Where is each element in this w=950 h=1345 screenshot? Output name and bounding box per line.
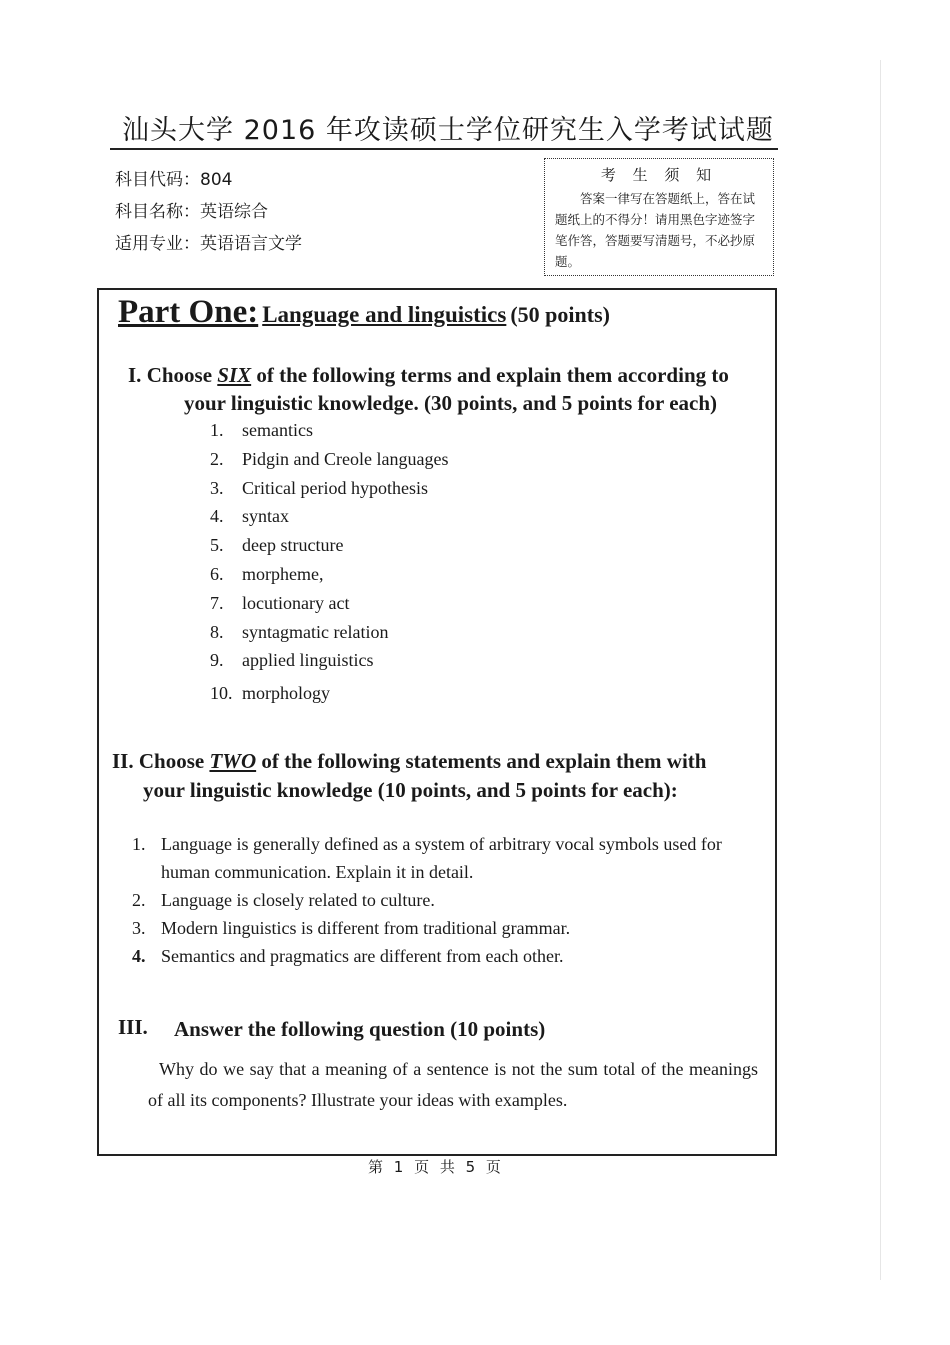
subject-name-value: 英语综合 — [200, 202, 268, 222]
list-item: 10. morphology — [210, 683, 330, 704]
list-item: 4. syntax — [210, 506, 289, 527]
list-item: 9. applied linguistics — [210, 650, 374, 671]
section-3-heading: Answer the following question (10 points) — [174, 1017, 546, 1041]
exam-meta — [115, 164, 302, 260]
section-1-heading — [128, 362, 729, 389]
section-1-post: of the following terms and explain them according to — [256, 363, 729, 387]
section-1-heading-line2: your linguistic knowledge. (30 points, and 5 points for each) — [184, 391, 718, 415]
list-item: 2. Language is closely related to culture. — [132, 890, 435, 910]
notice-body: 答案一律写在答题纸上，答在试题纸上的不得分！请用黑色字迹签字笔作答，答题要写清题号，不必抄原题。 — [555, 191, 756, 269]
section-1-pre: Choose — [146, 363, 213, 387]
subject-name-row — [115, 196, 302, 228]
part-one-points: (50 points) — [510, 302, 610, 327]
list-item: 8. syntagmatic relation — [210, 621, 389, 642]
list-item: 3. Modern linguistics is different from traditional grammar. — [132, 918, 571, 938]
section-3-question: Why do we say that a meaning of a sentence is not the sum total of the meanings of all its components? Illustrate your ideas with examples. — [148, 1059, 758, 1110]
list-item: 2. Pidgin and Creole languages — [210, 448, 449, 469]
list-item: 1. Language is generally defined as a system of arbitrary vocal symbols used for human communication. Explain it in detail. — [132, 834, 722, 882]
list-item: 6. morpheme, — [210, 563, 324, 584]
section-2-numeral: II. — [112, 749, 134, 773]
part-one-label: Part One: — [118, 294, 259, 330]
section-1-numeral: I. — [128, 363, 142, 387]
header-rule — [110, 148, 778, 150]
major-value: 英语语言文学 — [200, 234, 302, 254]
list-item: 1. semantics — [210, 420, 313, 440]
section-2-pre: Choose — [138, 749, 205, 773]
candidate-notice-box — [544, 158, 774, 276]
major-row — [115, 228, 302, 260]
list-item: 5. deep structure — [210, 535, 344, 556]
subject-name-label: 科目名称： — [115, 202, 200, 222]
part-one-title — [118, 294, 610, 331]
section-2-post: of the following statements and explain them with — [261, 749, 707, 773]
subject-code-value: 804 — [200, 170, 233, 190]
notice-title: 考 生 须 知 — [600, 166, 718, 184]
subject-code-label: 科目代码： — [115, 170, 200, 190]
list-item: 7. locutionary act — [210, 592, 350, 613]
section-3-numeral: III. — [118, 1015, 148, 1039]
section-2-keyword: TWO — [209, 749, 257, 773]
section-2-heading — [112, 748, 706, 775]
statement-list — [132, 830, 762, 970]
part-one-topic: Language and linguistics — [262, 302, 507, 327]
page-number: 第 1 页 共 5 页 — [368, 1158, 504, 1176]
major-label: 适用专业： — [115, 234, 200, 254]
list-item: 3. Critical period hypothesis — [210, 477, 428, 498]
exam-title: 汕头大学 2016 年攻读硕士学位研究生入学考试试题 — [122, 115, 774, 146]
page-edge-line — [880, 60, 881, 1280]
subject-code-row — [115, 164, 302, 196]
term-list — [210, 416, 448, 708]
list-item: 4. Semantics and pragmatics are different from each other. — [132, 946, 564, 966]
section-1-keyword: SIX — [217, 363, 252, 387]
section-2-heading-line2: your linguistic knowledge (10 points, and 5 points for each): — [143, 778, 678, 802]
